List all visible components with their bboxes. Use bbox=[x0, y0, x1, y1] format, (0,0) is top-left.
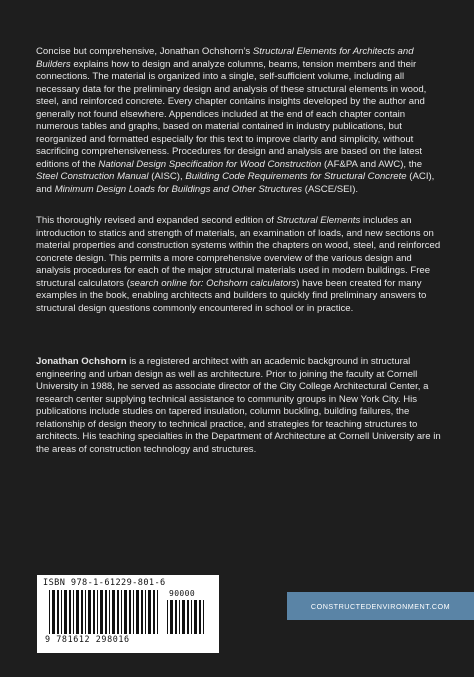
barcode-bar bbox=[85, 590, 86, 634]
website-banner bbox=[287, 592, 474, 620]
price-addon-code: 90000 bbox=[169, 589, 196, 598]
barcode-bar bbox=[64, 590, 67, 634]
barcode-bar bbox=[52, 590, 55, 634]
ean-number: 9 781612 298016 bbox=[45, 634, 130, 644]
barcode-bar bbox=[105, 590, 107, 634]
paragraph-1 bbox=[36, 46, 444, 197]
paragraph1-run: explains how to design and analyze columns, beams, tension members and their connections. The material is organized into a single, self-sufficient volume, including all necessary data for the preliminary design and analysis of these structural elements in wood, steel, and reinforced concrete. Every chapter contains insights developed by the author and generally not found elsewhere. Appendices included at the end of each chapter contain numerous tables and graphs, based on material contained in industry publications, but reorganized and formatted especially for this text to improve clarity and simplicity, without sacrificing comprehensiveness. Procedures for design and analysis are based on the latest editions of the bbox=[36, 58, 427, 170]
barcode-bar bbox=[175, 600, 177, 634]
ean-barcode-bars bbox=[49, 590, 163, 638]
edition-description-paragraph bbox=[36, 215, 444, 315]
barcode-bar bbox=[97, 590, 98, 634]
barcode-bar bbox=[145, 590, 146, 634]
paragraph-3 bbox=[36, 356, 444, 456]
barcode-bar bbox=[136, 590, 139, 634]
paragraph1-run: Building Code Requirements for Structural Concrete bbox=[185, 171, 407, 183]
barcode-bar bbox=[187, 600, 189, 634]
barcode-bar bbox=[182, 600, 185, 634]
barcode-bar bbox=[49, 590, 50, 634]
barcode-bar bbox=[73, 590, 74, 634]
barcode-bar bbox=[88, 590, 91, 634]
paragraph1-run: Structural Elements for Architects and Builders bbox=[36, 46, 414, 70]
paragraph2-run: Structural Elements bbox=[276, 215, 361, 226]
barcode-bar bbox=[148, 590, 151, 634]
barcode-bar bbox=[124, 590, 127, 634]
barcode-bar bbox=[179, 600, 180, 634]
barcode-bar bbox=[157, 590, 158, 634]
paragraph1-run: (ACI), and bbox=[36, 171, 435, 196]
barcode-bar bbox=[141, 590, 143, 634]
barcode-bar bbox=[69, 590, 71, 634]
paragraph1-run: Minimum Design Loads for Buildings and Other Structures bbox=[54, 184, 303, 196]
barcode-bar bbox=[203, 600, 204, 634]
paragraph1-run: (ASCE/SEI). bbox=[302, 184, 359, 196]
paragraph3-run: is a registered architect with an academic background in structural engineering and urban design as well as architecture. Prior to joining the faculty at Cornell University in 1988, he served as associate director of the City College Architectural Center, a research center supplying technical assistance to community groups in New York City. His publications include studies on tapered insulation, column buckling, building failures, the relationship of design theory to technical practice, and strategies for teaching structures to architects. His teaching specialties in the Department of Architecture at Cornell University are in the areas of construction technology and structures. bbox=[36, 356, 441, 455]
book-description-paragraph bbox=[36, 46, 444, 197]
paragraph2-run: includes an introduction to statics and strength of materials, an examination of loads, and new sections on material properties and construction systems within the chapters on wood, steel, and reinforced concrete design. This permits a more comprehensive overview of the various design and analysis procedures for each of the major structural materials used in modern buildings. Free structural calculators ( bbox=[36, 215, 441, 289]
barcode-bar bbox=[199, 600, 201, 634]
barcode-bar bbox=[100, 590, 103, 634]
barcode-bar bbox=[117, 590, 119, 634]
author-bio-paragraph bbox=[36, 356, 444, 456]
barcode-bar bbox=[153, 590, 155, 634]
barcode-bar bbox=[129, 590, 131, 634]
paragraph2-run: ) have been created for many examples in the book, enabling architects and builders to quickly find preliminary answers to structural design questions commonly encountered in school or in practice. bbox=[36, 277, 427, 314]
paragraph1-run: (AISC), bbox=[148, 171, 186, 183]
barcode-bar bbox=[121, 590, 122, 634]
barcode-bar bbox=[93, 590, 95, 634]
barcode-bar bbox=[76, 590, 79, 634]
barcode-bar bbox=[61, 590, 62, 634]
isbn-number: ISBN 978-1-61229-801-6 bbox=[43, 578, 166, 588]
paragraph2-run: search online for: Ochshorn calculators bbox=[129, 277, 297, 289]
paragraph1-run: Steel Construction Manual bbox=[36, 171, 149, 183]
website-url: CONSTRUCTEDENVIRONMENT.COM bbox=[310, 601, 451, 611]
addon-barcode-bars bbox=[167, 600, 207, 638]
barcode-bar bbox=[167, 600, 168, 634]
isbn-barcode bbox=[37, 575, 219, 653]
barcode-bar bbox=[81, 590, 83, 634]
barcode-bar bbox=[112, 590, 115, 634]
barcode-bar bbox=[133, 590, 134, 634]
barcode-bar bbox=[191, 600, 192, 634]
paragraph1-run: Concise but comprehensive, Jonathan Ochshorn’s bbox=[36, 46, 253, 57]
barcode-bar bbox=[194, 600, 197, 634]
barcode-bar bbox=[109, 590, 110, 634]
paragraph1-run: (AF&PA and AWC), the bbox=[321, 158, 423, 170]
paragraph2-run: This thoroughly revised and expanded second edition of bbox=[36, 215, 277, 226]
barcode-bar bbox=[170, 600, 173, 634]
paragraph-2 bbox=[36, 215, 444, 315]
paragraph1-run: National Design Specification for Wood Construction bbox=[98, 158, 322, 170]
paragraph3-run: Jonathan Ochshorn bbox=[36, 356, 127, 367]
barcode-bar bbox=[57, 590, 59, 634]
